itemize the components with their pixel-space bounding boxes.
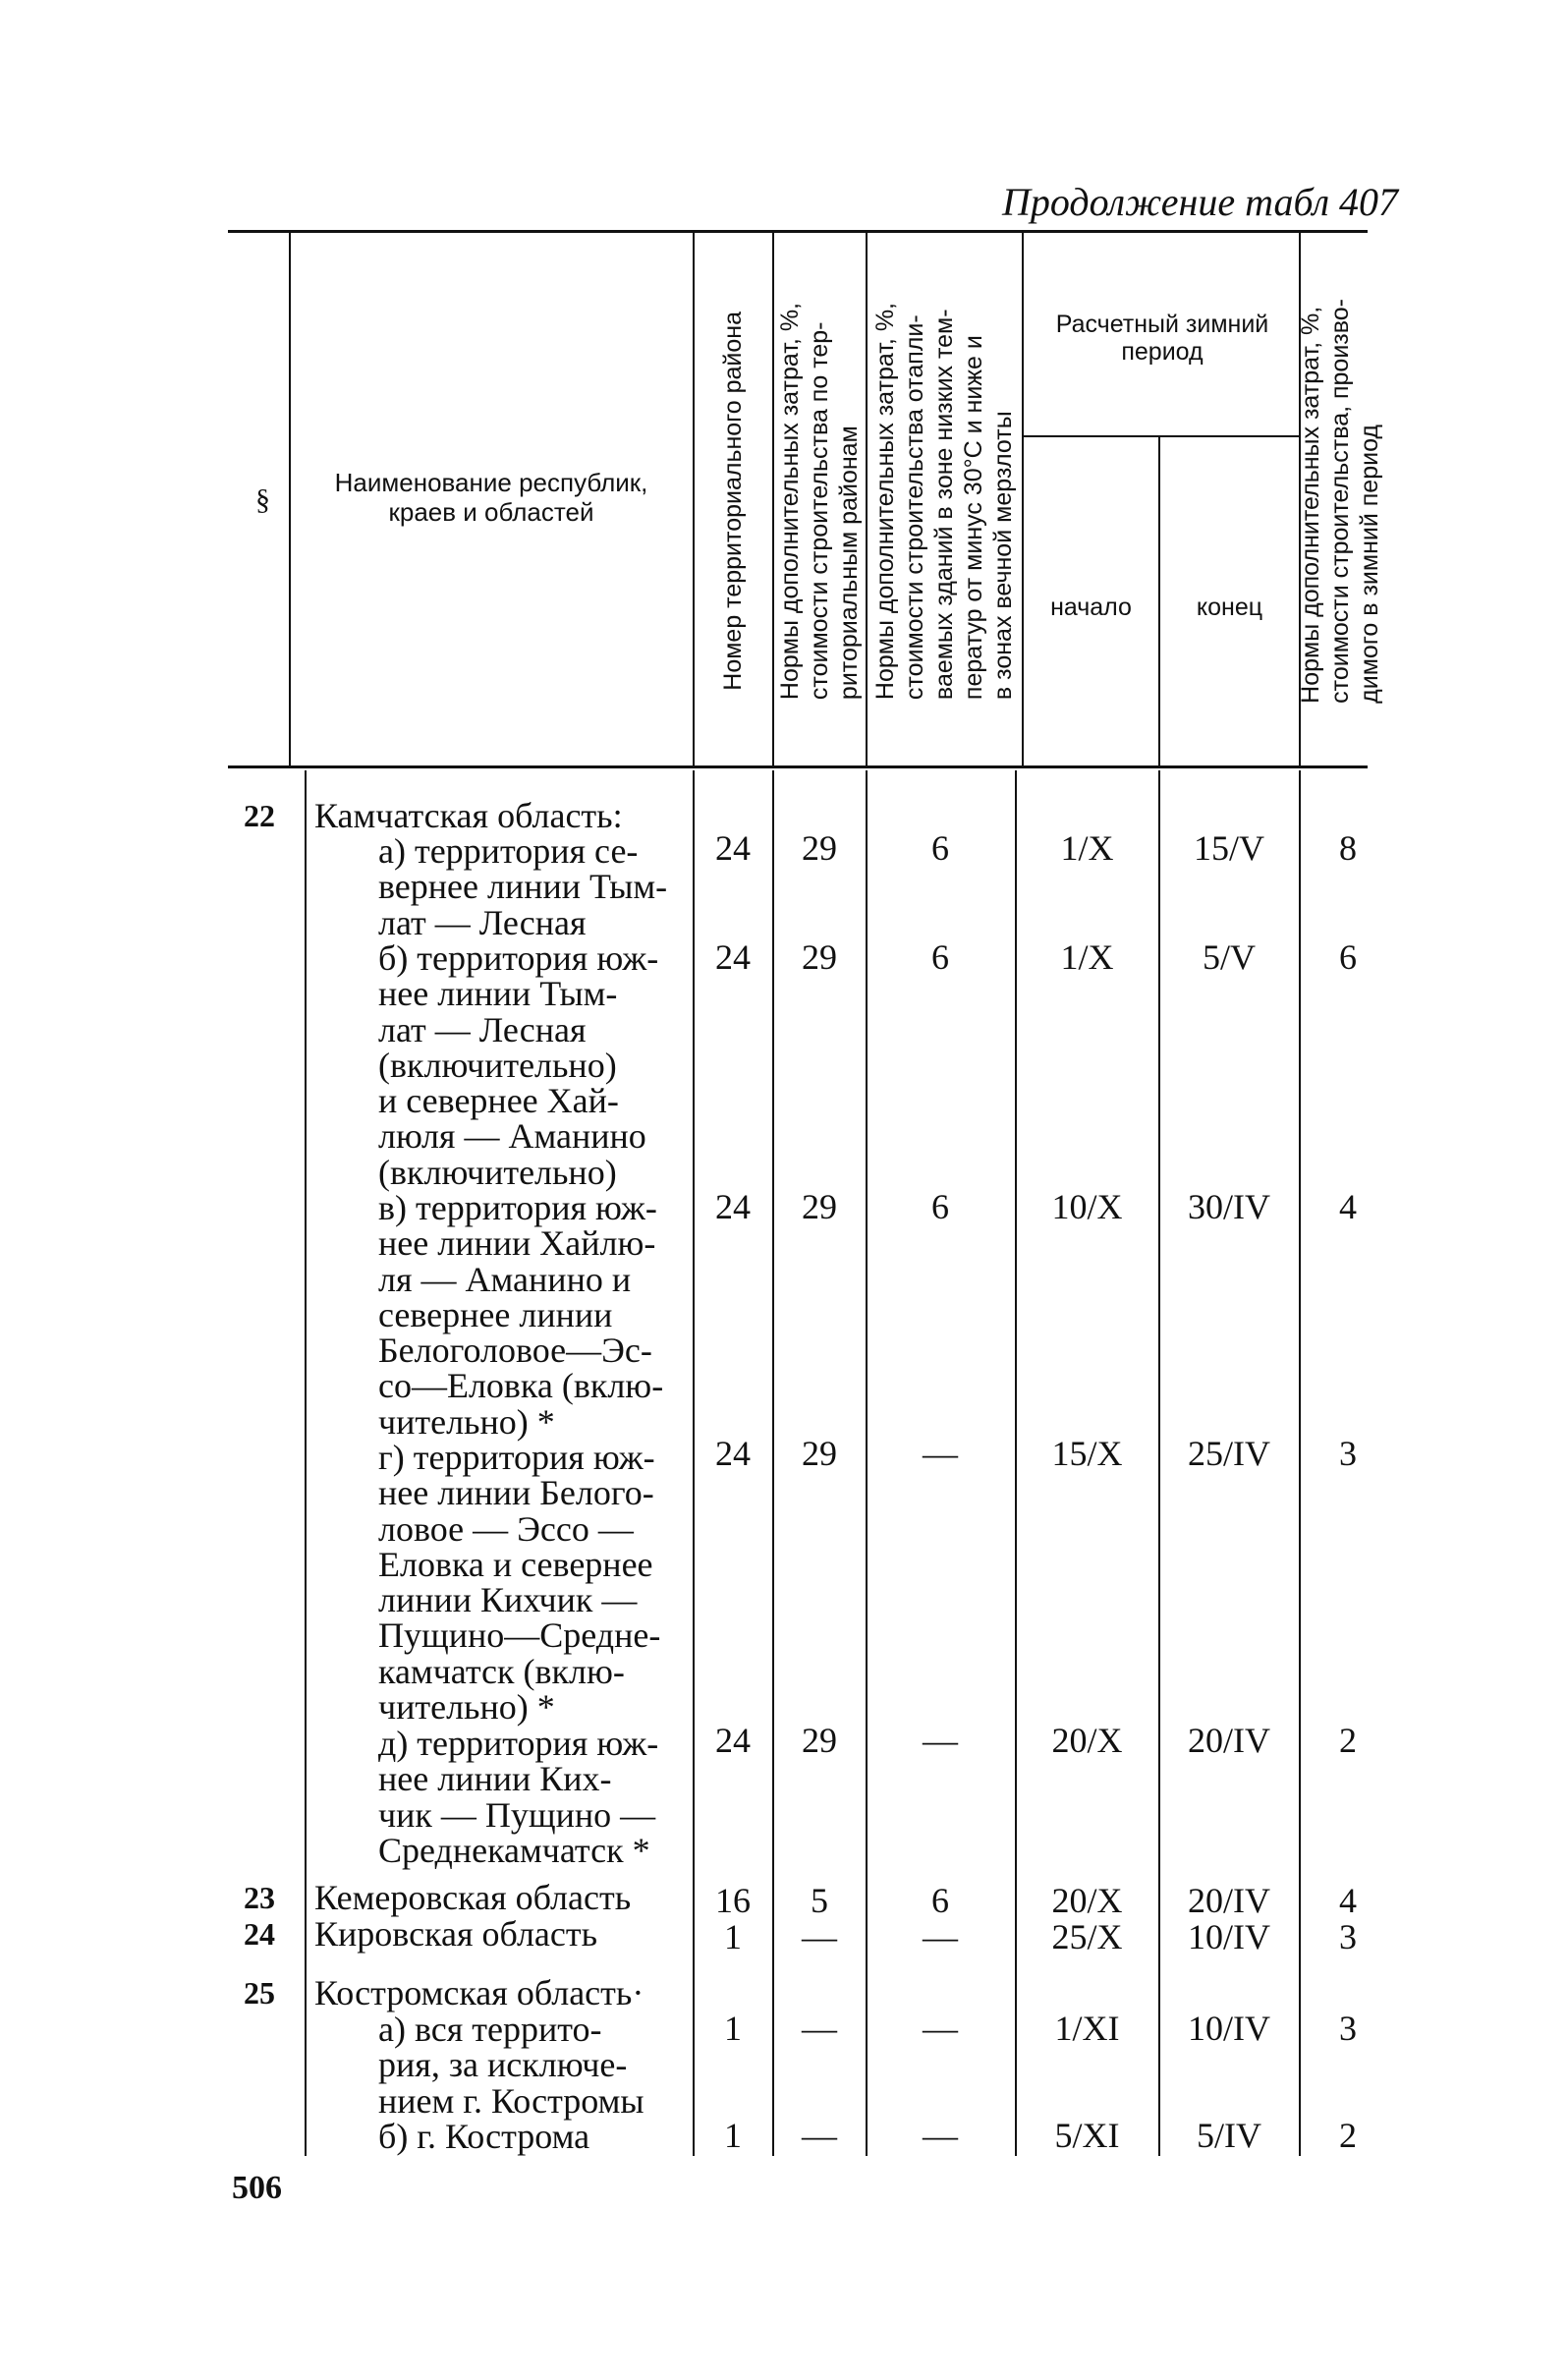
name-line: Камчатская область: [314,796,623,835]
row-number: 22 [244,798,275,833]
name-line: (включительно) [378,1152,617,1192]
subregion-name-g [378,1438,661,1728]
name-line: Пущино—Средне- [378,1615,661,1656]
name-line: нее линии Ких- [378,1759,612,1799]
name-line: севернее линии [378,1294,613,1334]
cell-region: 1 [724,1917,742,1956]
cell-terr: — [802,1917,837,1956]
cell-prod: 3 [1339,1434,1357,1473]
cell-region: 24 [715,1721,751,1760]
name-line: нее линии Хайлю- [378,1223,656,1264]
cell-start: 10/X [1051,1187,1123,1226]
name-line: Костромская область· [314,1973,644,2012]
table-caption: Продолжение табл 407 [1002,180,1399,224]
name-line: и севернее Хай- [378,1081,619,1121]
cell-terr: 29 [802,828,837,868]
subregion-name-a [378,833,667,940]
name-line: люля — Аманино [378,1116,646,1157]
header-col-terr [774,246,865,757]
header-line: риториальным районам [835,425,863,701]
cell-end: 15/V [1194,828,1264,868]
header-line: димого в зимний период [1356,425,1383,704]
cell-prod: 6 [1339,937,1357,977]
header-col-terr-text [775,303,864,700]
cell-prod: 4 [1339,1881,1357,1920]
name-line: лат — Лесная [378,1009,587,1049]
row-number: 24 [244,1916,275,1952]
header-col-region [695,246,771,757]
cell-prod: 3 [1339,2009,1357,2048]
name-line: Кемеровская область [314,1878,632,1917]
name-line: в) территория юж- [378,1188,657,1227]
cell-terr: — [802,2009,837,2048]
cell-start: 20/X [1051,1721,1123,1760]
region-name [314,1975,644,2011]
cell-start: 15/X [1051,1434,1123,1473]
name-line: Белоголовое—Эс- [378,1331,652,1371]
subregion-name-b [378,2119,589,2154]
name-line: чительно) * [378,1401,555,1442]
name-line: линии Кихчик — [378,1580,638,1620]
row-number: 23 [244,1880,275,1915]
cell-heat: 6 [931,937,949,977]
header-col-prod [1297,246,1383,757]
header-divider [289,233,291,765]
cell-heat: 6 [931,828,949,868]
name-line: со—Еловка (вклю- [378,1366,664,1406]
cell-end: 10/IV [1188,1917,1270,1956]
name-line: г) территория юж- [378,1438,655,1477]
header-line: стоимости строительства отапли- [901,314,928,701]
cell-prod: 8 [1339,828,1357,868]
name-line: д) территория юж- [378,1724,659,1763]
cell-start: 25/X [1051,1917,1123,1956]
subregion-name-v [378,1190,663,1440]
name-line: а) вся террито- [378,2010,602,2049]
header-line: Номер территориального района [719,312,747,691]
cell-heat: — [923,1434,958,1473]
cell-end: 20/IV [1188,1881,1270,1920]
cell-region: 24 [715,828,751,868]
name-line: чительно) * [378,1687,555,1728]
cell-end: 10/IV [1188,2009,1270,2048]
name-line: б) г. Кострома [378,2117,590,2156]
cell-terr: 29 [802,937,837,977]
subregion-name-a [378,2012,644,2119]
cell-heat: — [923,1917,958,1956]
page-number: 506 [232,2170,282,2206]
name-line: вернее линии Тым- [378,867,668,907]
name-line: ля — Аманино и [378,1259,632,1299]
body-divider [305,770,307,2156]
cell-start: 1/XI [1054,2009,1120,2048]
cell-terr: 29 [802,1721,837,1760]
top-rule [228,230,1368,233]
cell-start: 1/X [1060,828,1114,868]
header-section-sign: § [255,483,270,516]
header-col-prod-text [1296,299,1384,704]
cell-region: 24 [715,1434,751,1473]
header-divider [1022,233,1024,765]
cell-heat: — [923,2116,958,2155]
subregion-name-b [378,940,658,1190]
name-line: Кировская область [314,1914,598,1954]
header-line: стоимости строительства по тер- [806,321,833,701]
cell-prod: 2 [1339,1721,1357,1760]
header-line: Нормы дополнительных затрат, %, [871,302,899,701]
name-line: Еловка и севернее [378,1544,653,1584]
cell-region: 1 [724,2009,742,2048]
cell-region: 24 [715,937,751,977]
cell-start: 20/X [1051,1881,1123,1920]
cell-prod: 4 [1339,1187,1357,1226]
name-line: нее линии Тым- [378,974,618,1014]
cell-prod: 2 [1339,2116,1357,2155]
cell-heat: — [923,1721,958,1760]
region-name [314,1916,597,1952]
name-line: камчатск (вклю- [378,1651,625,1691]
header-line: в зонах вечной мерзлоты [989,411,1017,701]
cell-heat: 6 [931,1187,949,1226]
cell-region: 16 [715,1881,751,1920]
name-line: Среднекамчатск * [378,1830,650,1870]
cell-terr: 29 [802,1187,837,1226]
header-line: стоимости строительства, произво- [1326,299,1354,704]
name-line: рия, за исключе- [378,2045,628,2085]
cell-terr: 5 [811,1881,828,1920]
cell-terr: — [802,2116,837,2155]
cell-start: 5/XI [1054,2116,1120,2155]
header-line: ператур от минус 30°С и ниже и [960,335,987,701]
header-bottom-rule [228,765,1368,768]
cell-end: 30/IV [1188,1187,1270,1226]
header-line: ваемых зданий в зоне низких тем- [930,309,958,701]
header-col-heat [868,246,1021,757]
row-number: 25 [244,1975,275,2011]
cell-end: 20/IV [1188,1721,1270,1760]
name-line: б) территория юж- [378,938,659,978]
cell-heat: — [923,2009,958,2048]
cell-region: 1 [724,2116,742,2155]
header-col-region-text [718,312,748,691]
cell-end: 5/V [1203,937,1256,977]
header-winter-period: Расчетный зимний период [1055,311,1269,366]
cell-end: 5/IV [1197,2116,1261,2155]
name-line: лат — Лесная [378,902,587,942]
header-line: Нормы дополнительных затрат, %, [1297,306,1324,704]
cell-end: 25/IV [1188,1434,1270,1473]
name-line: ловое — Эссо — [378,1508,634,1549]
name-line: нием г. Костромы [378,2080,644,2121]
cell-heat: 6 [931,1881,949,1920]
cell-terr: 29 [802,1434,837,1473]
header-line: Нормы дополнительных затрат, %, [776,302,804,701]
header-end: конец [1196,594,1263,621]
name-line: а) территория се- [378,831,639,871]
winter-subheader-rule [1024,435,1299,437]
cell-start: 1/X [1060,937,1114,977]
name-line: чик — Пущино — [378,1794,656,1835]
header-col-heat-text [870,303,1018,700]
subregion-name-d [378,1726,658,1868]
cell-region: 24 [715,1187,751,1226]
region-name [314,798,623,833]
region-name [314,1880,631,1915]
cell-prod: 3 [1339,1917,1357,1956]
header-name: Наименование республик, краев и областей [334,468,648,527]
name-line: нее линии Белого- [378,1473,654,1513]
header-start: начало [1050,594,1132,621]
name-line: (включительно) [378,1045,617,1085]
